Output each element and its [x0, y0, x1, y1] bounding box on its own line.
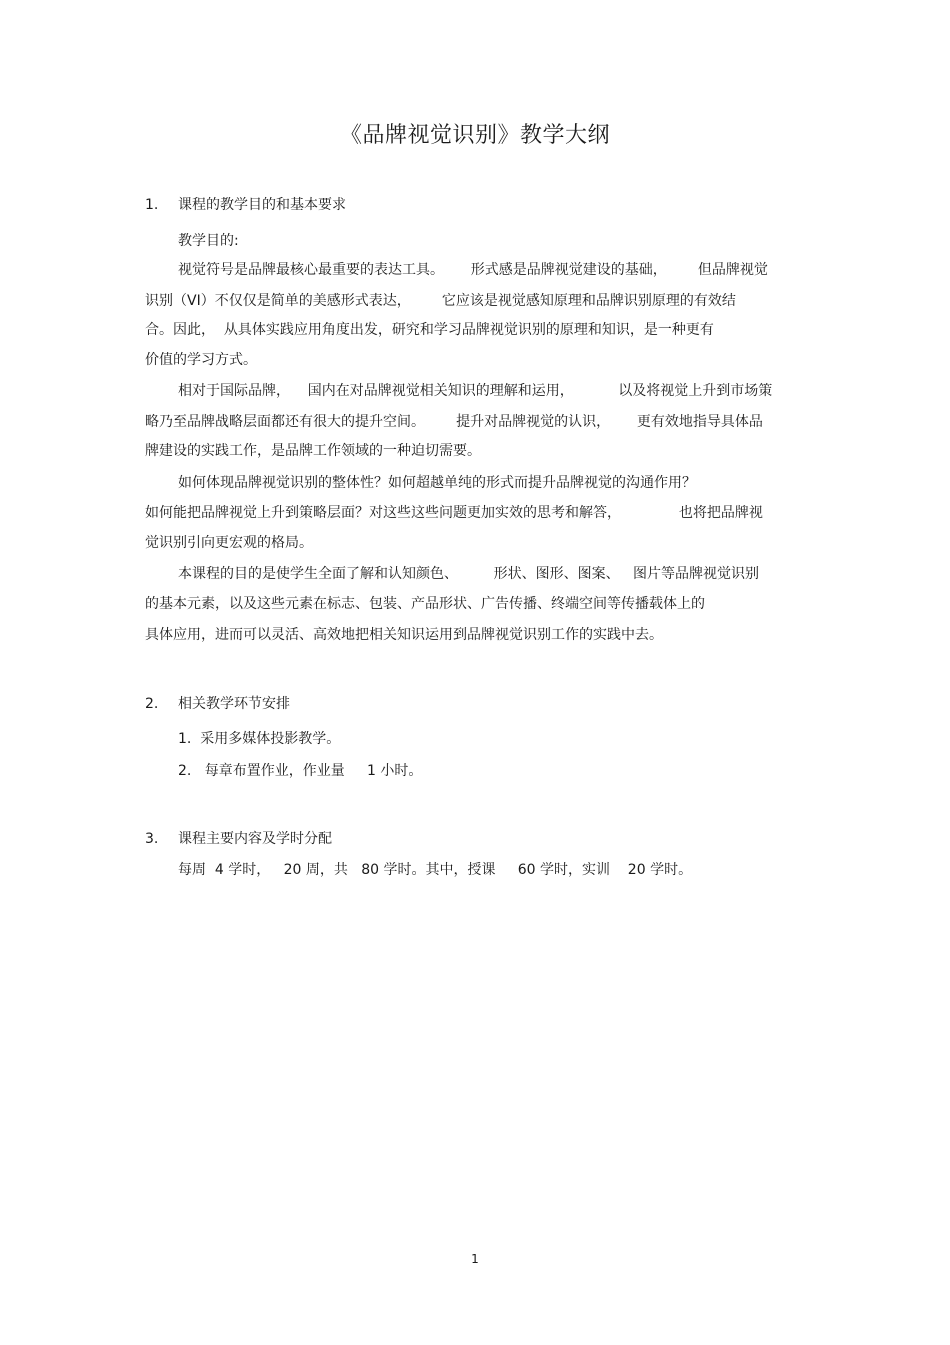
section-2-title: 相关教学环节安排 — [178, 696, 290, 712]
document-title: 《品牌视觉识别》教学大纲 — [339, 123, 610, 148]
paragraph-3-line-2: 如何能把品牌视觉上升到策略层面？对这些这些问题更加实效的思考和解答， 也将把品牌视 — [145, 505, 763, 521]
paragraph-3-line-1: 如何体现品牌视觉识别的整体性？如何超越单纯的形式而提升品牌视觉的沟通作用？ — [178, 475, 696, 491]
hours-allocation-text: 每周 4 学时， 20 周，共 80 学时。其中，授课 60 学时，实训 20 学时。 — [178, 862, 693, 878]
section-3-number: 3. — [145, 831, 159, 847]
paragraph-1-line-4: 价值的学习方式。 — [145, 352, 257, 368]
paragraph-2-line-2: 略乃至品牌战略层面都还有很大的提升空间。 提升对品牌视觉的认识， 更有效地指导具体品 — [145, 414, 763, 430]
section-1-number: 1. — [145, 197, 159, 213]
section-2-number: 2. — [145, 696, 159, 712]
section-1-title: 课程的教学目的和基本要求 — [178, 197, 346, 213]
page-number: 1 — [471, 1252, 479, 1266]
arrangement-item-1: 1. 采用多媒体投影教学。 — [178, 731, 341, 747]
paragraph-4-line-1: 本课程的目的是使学生全面了解和认知颜色、 形状、图形、图案、 图片等品牌视觉识别 — [178, 566, 759, 582]
section-3-heading — [145, 830, 332, 848]
paragraph-2-line-1: 相对于国际品牌， 国内在对品牌视觉相关知识的理解和运用， 以及将视觉上升到市场策 — [178, 383, 773, 399]
section-3-title: 课程主要内容及学时分配 — [178, 831, 332, 847]
paragraph-3-line-3: 觉识别引向更宏观的格局。 — [145, 535, 313, 551]
arrangement-item-2: 2. 每章布置作业，作业量 1 小时。 — [178, 763, 423, 779]
section-2-heading — [145, 695, 290, 713]
teaching-purpose-label: 教学目的: — [178, 233, 239, 249]
paragraph-1-line-1: 视觉符号是品牌最核心最重要的表达工具。 形式感是品牌视觉建设的基础， 但品牌视觉 — [178, 262, 768, 278]
paragraph-1-line-3: 合。因此， 从具体实践应用角度出发，研究和学习品牌视觉识别的原理和知识，是一种更有 — [145, 322, 714, 338]
paragraph-4-line-2: 的基本元素，以及这些元素在标志、包装、产品形状、广告传播、终端空间等传播载体上的 — [145, 596, 705, 612]
paragraph-1-line-2: 识别（VI）不仅仅是简单的美感形式表达， 它应该是视觉感知原理和品牌识别原理的有效结 — [145, 293, 736, 309]
paragraph-4-line-3: 具体应用，进而可以灵活、高效地把相关知识运用到品牌视觉识别工作的实践中去。 — [145, 627, 663, 643]
section-1-heading — [145, 196, 346, 214]
paragraph-2-line-3: 牌建设的实践工作，是品牌工作领域的一种迫切需要。 — [145, 443, 481, 459]
